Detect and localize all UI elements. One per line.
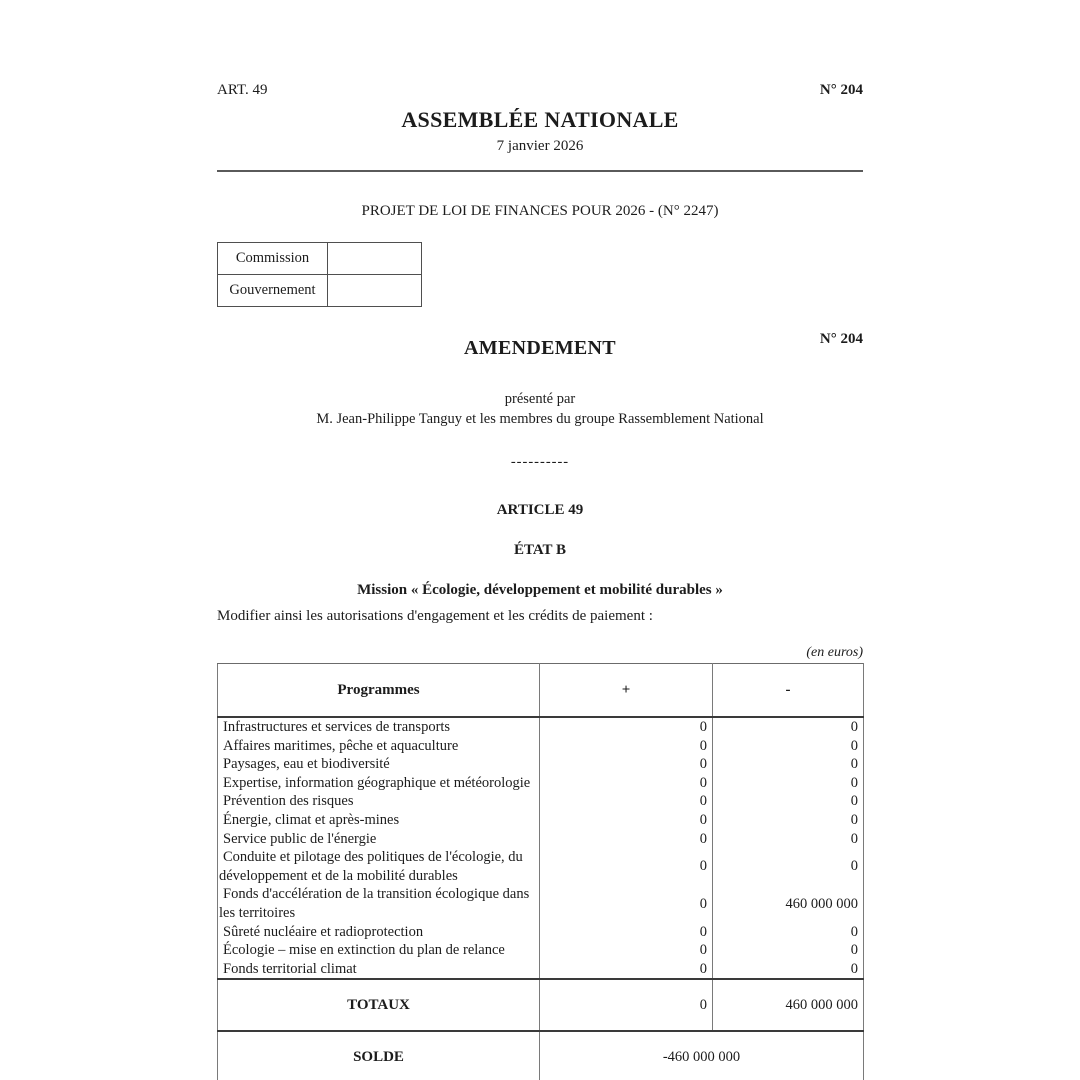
presented-by-label: présenté par (504, 391, 576, 407)
page-title: ASSEMBLÉE NATIONALE (401, 107, 679, 132)
plus-cell: 0 (540, 774, 713, 793)
header-plus: + (540, 664, 713, 718)
plus-cell: 0 (540, 941, 713, 960)
origin-row-commission (218, 243, 422, 275)
presented-by-names: M. Jean-Philippe Tanguy et les membres du groupe Rassemblement National (316, 411, 764, 427)
currency-note: (en euros) (806, 645, 863, 660)
programme-cell: Affaires maritimes, pêche et aquaculture (218, 737, 540, 756)
programme-cell: Fonds territorial climat (218, 960, 540, 980)
solde-label: SOLDE (218, 1031, 540, 1080)
mission-heading: Mission « Écologie, développement et mobilité durables » (357, 582, 723, 598)
totals-plus: 0 (540, 979, 713, 1031)
minus-cell: 0 (713, 960, 864, 980)
plus-cell: 0 (540, 923, 713, 942)
programme-cell: Infrastructures et services de transports (218, 717, 540, 737)
programme-cell: Expertise, information géographique et météorologie (218, 774, 540, 793)
amendment-title: AMENDEMENT (464, 337, 616, 359)
programme-cell: Paysages, eau et biodiversité (218, 755, 540, 774)
minus-cell: 0 (713, 792, 864, 811)
solde-value: -460 000 000 (540, 1031, 864, 1080)
credits-header-row (218, 664, 864, 718)
article-heading: ARTICLE 49 (496, 502, 584, 518)
minus-cell: 0 (713, 811, 864, 830)
document-page (217, 0, 863, 1080)
minus-cell: 0 (713, 737, 864, 756)
origin-value-gouvernement (328, 275, 422, 307)
table-row (218, 792, 864, 811)
separator-dashes: ---------- (510, 454, 570, 470)
table-row (218, 737, 864, 756)
credits-table (217, 663, 864, 1080)
totals-label: TOTAUX (218, 979, 540, 1031)
minus-cell: 0 (713, 848, 864, 885)
origin-label-commission: Commission (218, 243, 328, 275)
plus-cell: 0 (540, 885, 713, 922)
minus-cell: 0 (713, 923, 864, 942)
origin-label-gouvernement: Gouvernement (218, 275, 328, 307)
minus-cell: 460 000 000 (713, 885, 864, 922)
header-programmes: Programmes (218, 664, 540, 718)
solde-row (218, 1031, 864, 1080)
plus-cell: 0 (540, 792, 713, 811)
minus-cell: 0 (713, 774, 864, 793)
amendment-number: N° 204 (819, 331, 863, 347)
table-row (218, 774, 864, 793)
table-row (218, 941, 864, 960)
minus-cell: 0 (713, 755, 864, 774)
programme-cell: Prévention des risques (218, 792, 540, 811)
header-minus: - (713, 664, 864, 718)
header-divider (217, 170, 863, 172)
minus-cell: 0 (713, 717, 864, 737)
article-ref: ART. 49 (217, 82, 268, 98)
etat-heading: ÉTAT B (513, 542, 567, 558)
totals-row (218, 979, 864, 1031)
minus-cell: 0 (713, 830, 864, 849)
plus-cell: 0 (540, 811, 713, 830)
plus-cell: 0 (540, 737, 713, 756)
plus-cell: 0 (540, 848, 713, 885)
programme-cell: Écologie – mise en extinction du plan de relance (218, 941, 540, 960)
plus-cell: 0 (540, 717, 713, 737)
number-ref: N° 204 (819, 82, 863, 98)
plus-cell: 0 (540, 755, 713, 774)
origin-value-commission (328, 243, 422, 275)
table-row (218, 923, 864, 942)
plus-cell: 0 (540, 960, 713, 980)
minus-cell: 0 (713, 941, 864, 960)
credits-tbody (218, 717, 864, 979)
table-row (218, 755, 864, 774)
programme-cell: Énergie, climat et après-mines (218, 811, 540, 830)
document-date: 7 janvier 2026 (496, 138, 584, 154)
programme-cell: Service public de l'énergie (218, 830, 540, 849)
programme-cell: Conduite et pilotage des politiques de l'écologie, du développement et de la mobilité durables (218, 848, 540, 885)
totals-minus: 460 000 000 (713, 979, 864, 1031)
table-row (218, 717, 864, 737)
top-reference-row (217, 82, 863, 99)
table-row (218, 848, 864, 885)
origin-row-gouvernement (218, 275, 422, 307)
table-row (218, 960, 864, 980)
origin-table (217, 242, 422, 307)
table-row (218, 830, 864, 849)
table-row (218, 885, 864, 922)
bill-subtitle: PROJET DE LOI DE FINANCES POUR 2026 - (N° 2247) (361, 203, 719, 219)
programme-cell: Sûreté nucléaire et radioprotection (218, 923, 540, 942)
plus-cell: 0 (540, 830, 713, 849)
programme-cell: Fonds d'accélération de la transition écologique dans les territoires (218, 885, 540, 922)
instruction-text: Modifier ainsi les autorisations d'engagement et les crédits de paiement : (217, 608, 653, 624)
table-row (218, 811, 864, 830)
